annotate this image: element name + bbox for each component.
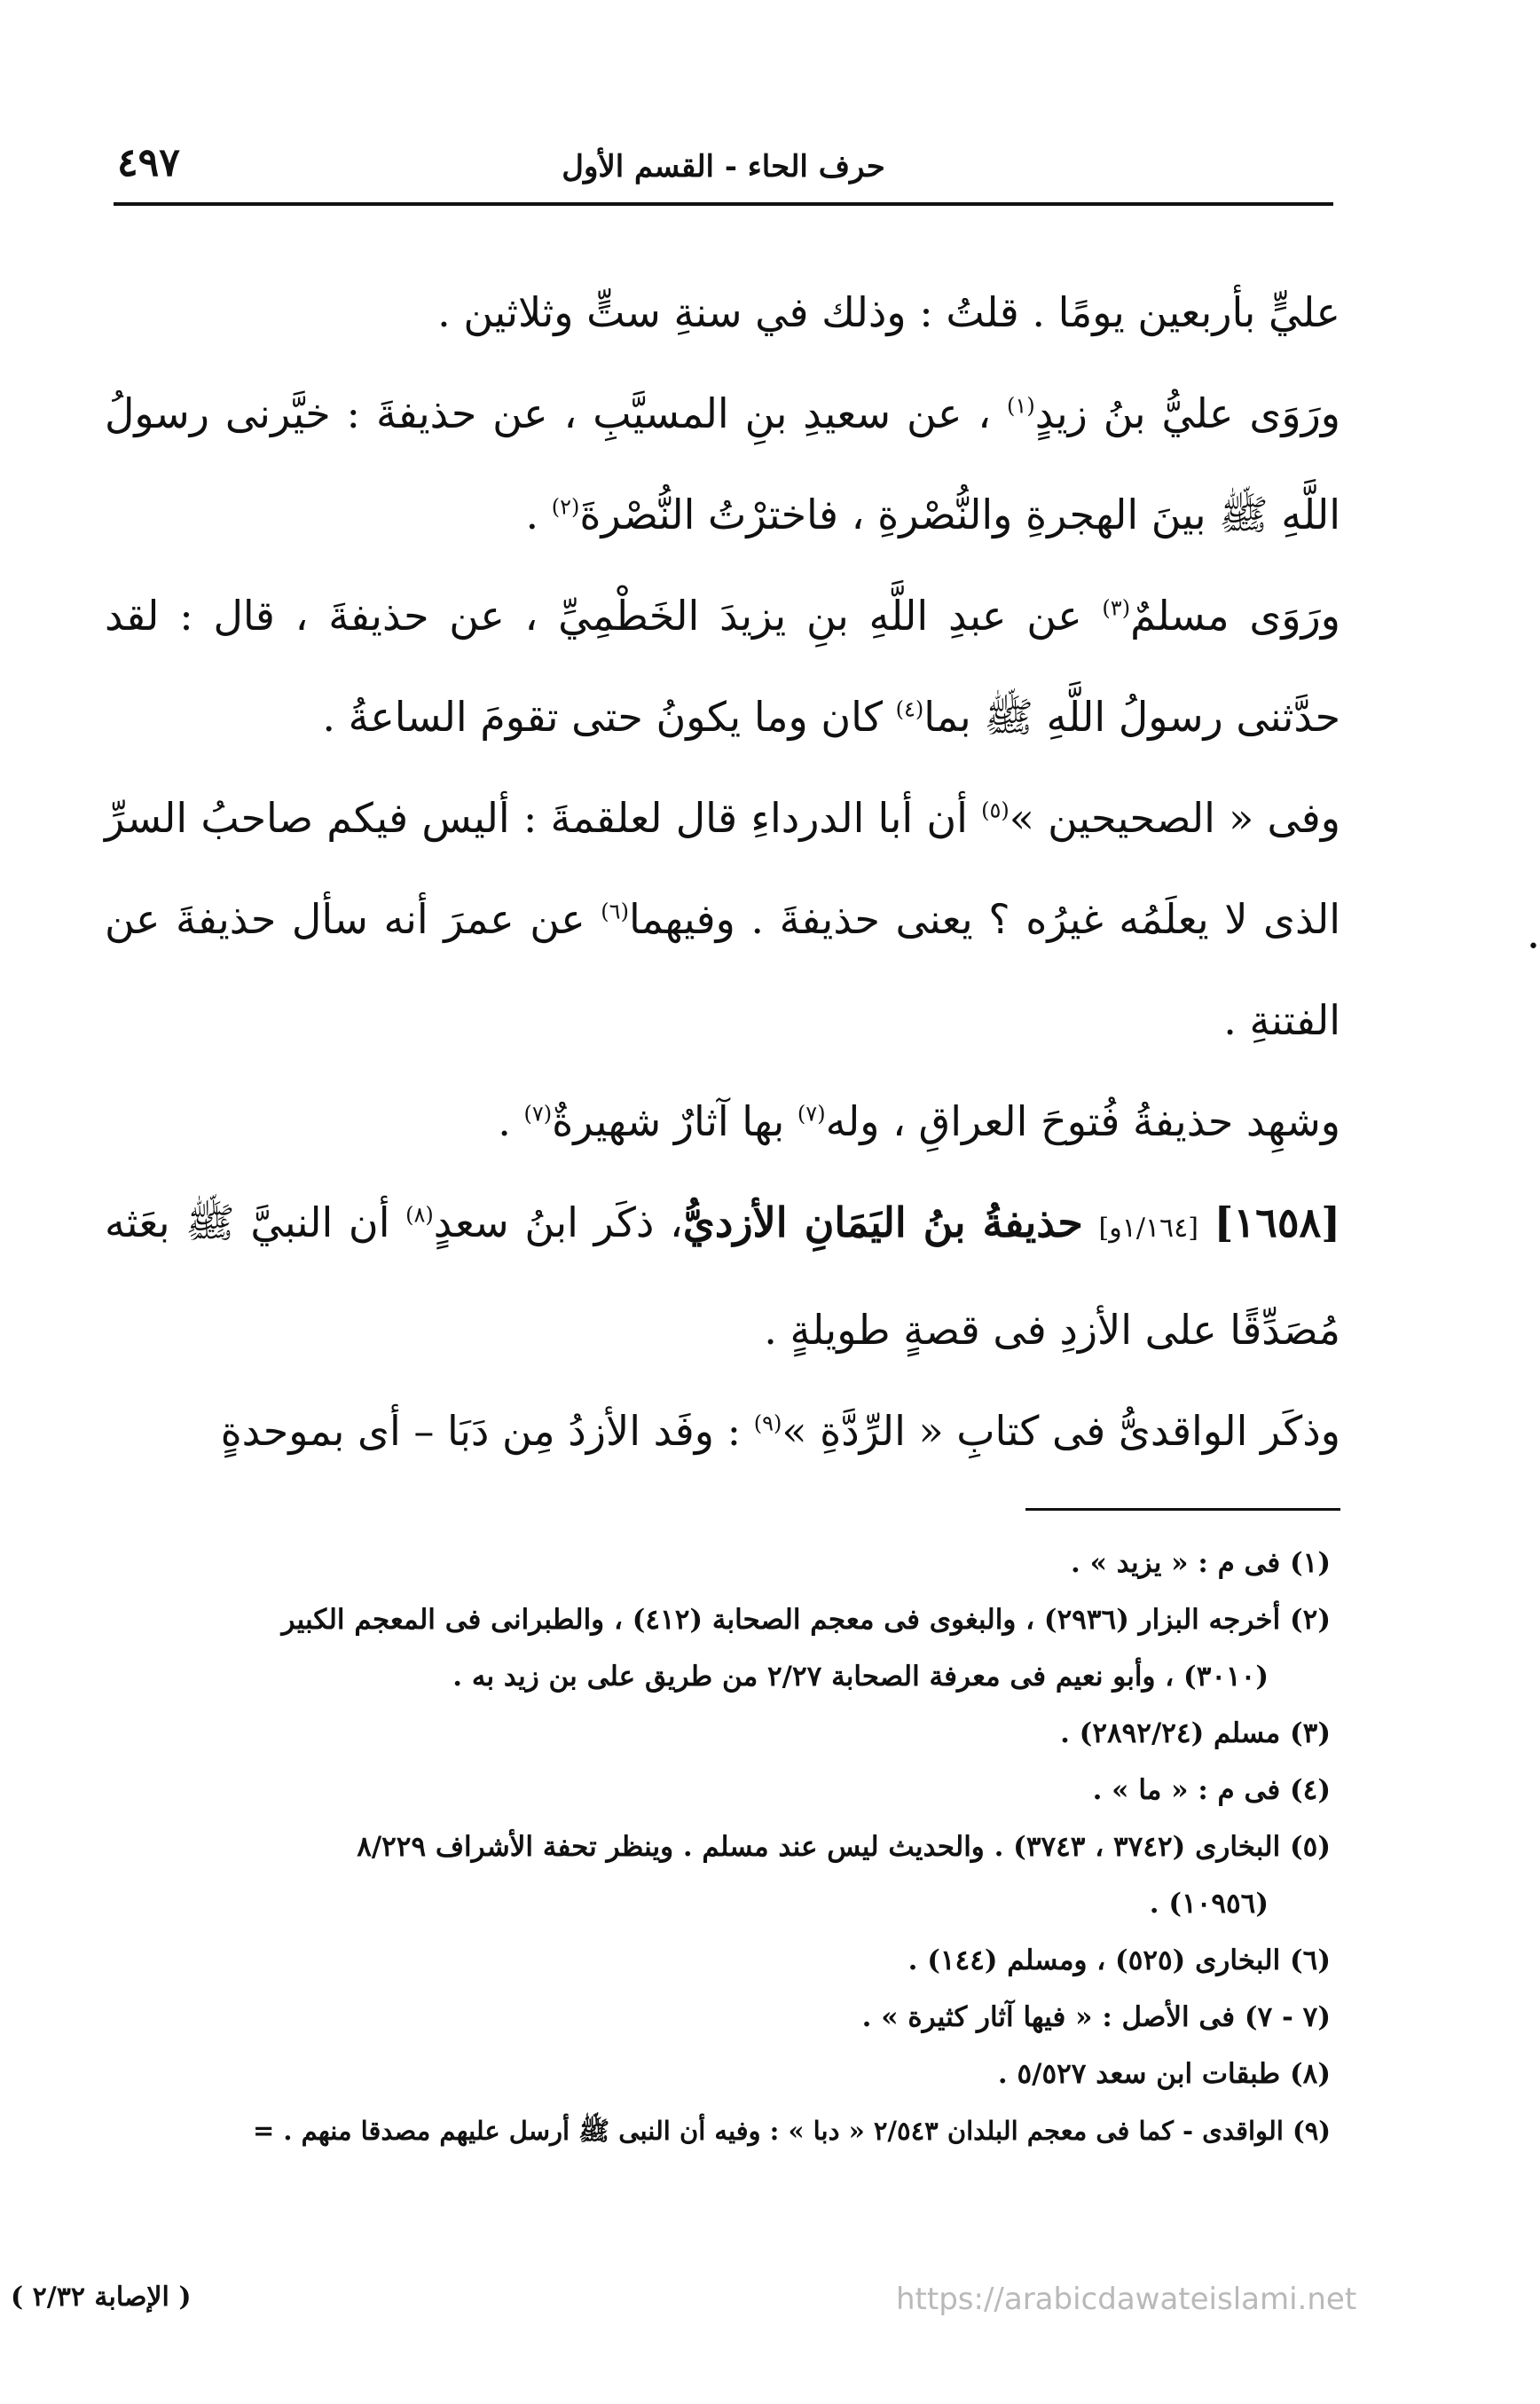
footnote-3: (٣) مسلم (٢٨٩٢/٢٤) .	[1060, 1717, 1331, 1749]
entry-name: حذيفةُ بنُ اليَمَانِ الأزديُّ	[682, 1198, 1083, 1246]
footnote-ref-6: (٦)	[601, 899, 629, 924]
watermark-url: https://arabicdawateislami.net	[896, 2282, 1357, 2317]
footnote-ref-7-open: (٧)	[797, 1101, 826, 1127]
footnote-5: (٥) البخارى (٣٧٤٢ ، ٣٧٤٣) . والحديث ليس عند مسلم . وينظر تحفة الأشراف ٨/٢٢٩	[357, 1831, 1331, 1863]
footnotes	[85, 1535, 1331, 2159]
footnote-5-continued: (١٠٩٥٦) .	[1149, 1888, 1269, 1920]
footnote-7: (٧ - ٧) فى الأصل : « فيها آثار كثيرة » .	[861, 2001, 1331, 2033]
footnote-ref-9: (٩)	[753, 1410, 782, 1436]
footnote-1: (١) فى م : « يزيد » .	[1070, 1547, 1331, 1579]
footnote-ref-3: (٣)	[1102, 595, 1131, 621]
footnote-ref-8: (٨)	[405, 1202, 434, 1228]
text: أن النبيَّ ﷺ بعَثه مُصَدِّقًا على الأزدِ فى قصةٍ طويلةٍ .	[105, 1198, 1340, 1354]
main-text	[105, 262, 1340, 1481]
paragraph-4	[105, 767, 1340, 1071]
text: ، عن سعيدِ بنِ المسيَّبِ ، عن حذيفةَ : خيَّرنى رسولُ اللَّهِ ﷺ بينَ الهجرةِ والنُّصْرةِ ، فاخترْتُ النُّصْرةَ	[105, 389, 1340, 538]
footnote-ref-5: (٥)	[981, 797, 1010, 823]
text: وفى « الصحيحين »	[1009, 794, 1340, 842]
text: وشهِد حذيفةُ فُتوحَ العراقِ ، وله	[825, 1097, 1340, 1145]
text: ورَوَى عليُّ بنُ زيدٍ	[1034, 389, 1340, 437]
footnote-9: (٩) الواقدى - كما فى معجم البلدان ٢/٥٤٣ « دبا » : وفيه أن النبى ﷺ أرسل عليهم مصدقا منهم . =	[252, 2116, 1331, 2146]
manuscript-ref: [١/١٦٤و]	[1098, 1213, 1198, 1244]
footnote-ref-4: (٤)	[895, 696, 924, 722]
text: كان وما يكونُ حتى تقومَ الساعةُ .	[322, 693, 896, 741]
footnote-6: (٦) البخارى (٥٢٥) ، ومسلم (١٤٤) .	[908, 1944, 1331, 1976]
page-header	[114, 133, 1333, 206]
text: : وفَد الأزدُ مِن دَبَا – أى بموحدةٍ	[220, 1407, 754, 1455]
header-rule	[114, 202, 1333, 206]
paragraph-1: عليٍّ بأربعين يومًا . قلتُ : وذلك في سنةِ ستٍّ وثلاثين .	[437, 288, 1340, 336]
paragraph-3	[105, 565, 1340, 767]
footnote-2-continued: (٣٠١٠) ، وأبو نعيم فى معرفة الصحابة ٢/٢٧ من طريق على بن زيد به .	[452, 1661, 1269, 1693]
footnote-ref-1: (١)	[1007, 393, 1035, 419]
paragraph-6-entry	[105, 1172, 1340, 1380]
text: بها آثارٌ شهيرةٌ	[552, 1097, 798, 1145]
stray-mark: •	[1528, 936, 1539, 958]
footnote-ref-2: (٢)	[551, 494, 580, 520]
volume-reference: ( الإصابة ٢/٣٢ )	[11, 2282, 192, 2313]
footnote-2: (٢) أخرجه البزار (٢٩٣٦) ، والبغوى فى معجم الصحابة (٤١٢) ، والطبرانى فى المعجم الكبير	[281, 1604, 1331, 1636]
entry-number: [١٦٥٨]	[1214, 1198, 1341, 1246]
paragraph-5	[105, 1071, 1340, 1172]
text: .	[498, 1097, 524, 1145]
footnote-8: (٨) طبقات ابن سعد ٥/٥٢٧ .	[997, 2058, 1331, 2090]
footnote-ref-7-close: (٧)	[523, 1101, 553, 1127]
text: عن عبدِ اللَّهِ بنِ يزيدَ الخَطْمِيِّ ، عن حذيفةَ ، قال : لقد حدَّثنى رسولُ اللَّهِ ﷺ بما	[105, 592, 1340, 741]
text: .	[525, 491, 552, 538]
text: ، ذكَر ابنُ سعدٍ	[433, 1198, 683, 1246]
text: أن أبا الدرداءِ قال لعلقمةَ : أليس فيكم صاحبُ السرِّ الذى لا يعلَمُه غيرُه ؟ يعنى حذيفةَ . وفيهما	[105, 794, 1341, 943]
text: عن عمرَ أنه سأل حذيفةَ عن الفتنةِ .	[105, 895, 1340, 1044]
footnote-4: (٤) فى م : « ما » .	[1092, 1774, 1331, 1806]
page-number: ٤٩٧	[117, 140, 180, 185]
footnote-separator	[1025, 1508, 1340, 1511]
text: ورَوَى مسلمٌ	[1130, 592, 1340, 640]
paragraph-7	[105, 1380, 1340, 1481]
paragraph-2	[105, 363, 1340, 565]
text: وذكَر الواقدىُّ فى كتابِ « الرِّدَّةِ »	[782, 1407, 1340, 1455]
running-title: حرف الحاء - القسم الأول	[562, 149, 885, 185]
